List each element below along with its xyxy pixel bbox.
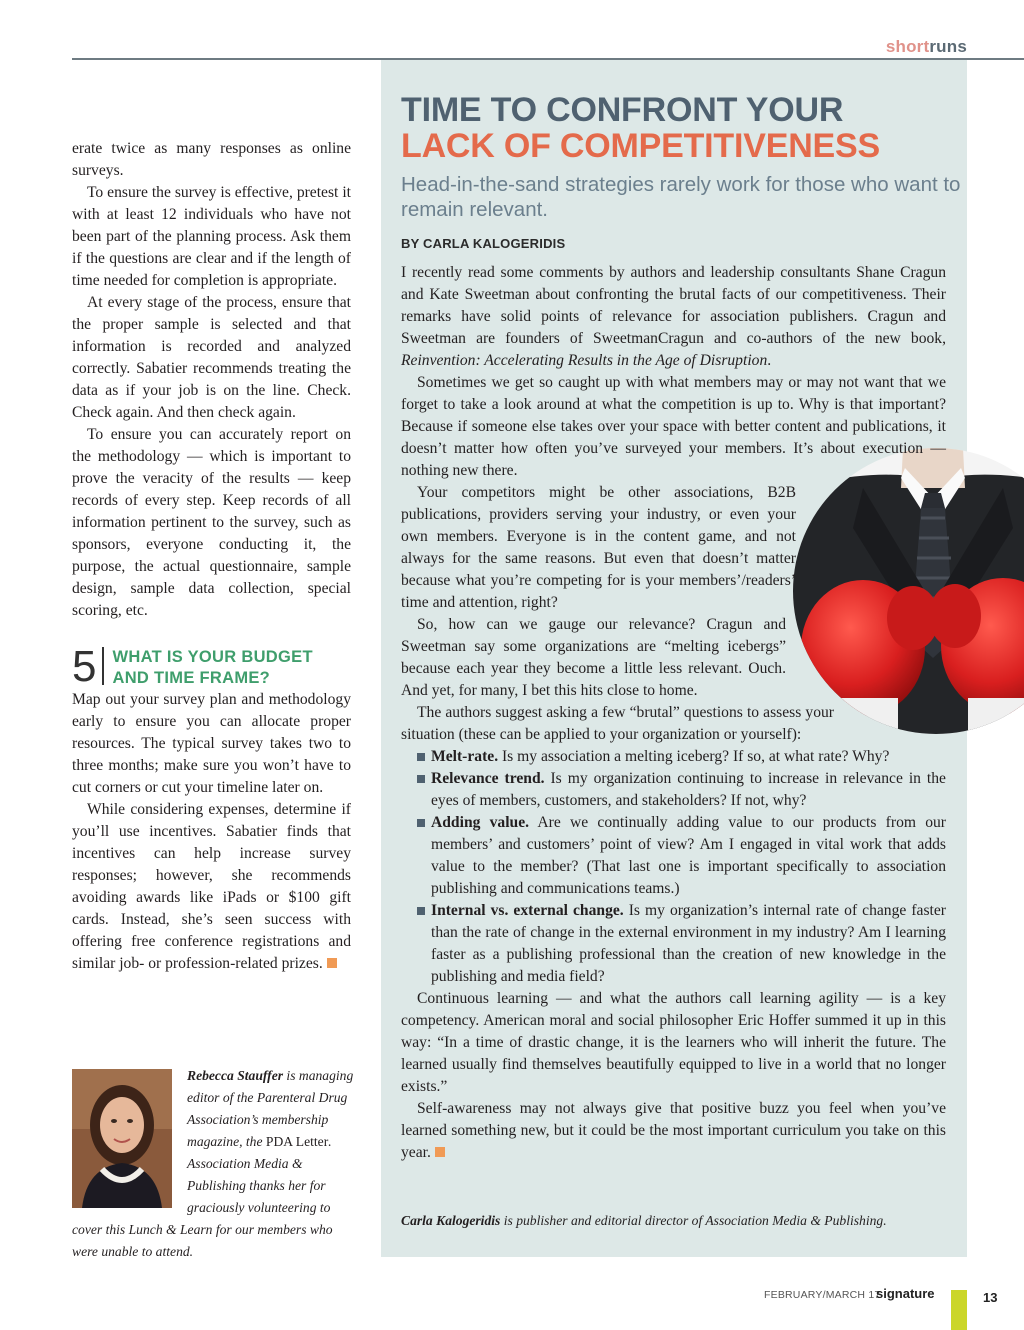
left-paragraph-3: At every stage of the process, ensure that the proper sample is selected and that information is recorded and analyzed correctly. Sabatier recommends treating the data as if your job is on the line. Check. Check again. And then check again. bbox=[72, 294, 351, 421]
left-paragraph-2: To ensure the survey is effective, pretest it with at least 12 individuals who have not been part of the planning process. Ask them if the questions are clear and if the length of time needed for completion is appropriate. bbox=[72, 184, 351, 289]
article-paragraph-2 bbox=[401, 372, 946, 482]
left-paragraph-6 bbox=[72, 799, 351, 975]
article-paragraph-2-text: Sometimes we get so caught up with what members may or may not want that we forget to take a look around at what the competition is up to. Why is that important? Because if someone else takes over your space with better content and publications, it doesn’t matter how often you’ve surveyed your members. It’s about execution — nothing new there. bbox=[401, 374, 946, 479]
footer-issue-date: FEBRUARY/MARCH 17 bbox=[764, 1289, 881, 1301]
left-paragraph-6-text: While considering expenses, determine if you’ll use incentives. Sabatier finds that incentives can help increase survey responses; however, she recommends avoiding awards like iPads or $100 gift cards. Instead, she’s seen success with offering free conference registrations and similar job- or profession-related prizes. bbox=[72, 801, 351, 972]
left-paragraph-4: To ensure you can accurately report on the methodology — which is important to prove the veracity of the results — keep records of every step. Keep records of all information pertinent to the survey, such as sponsors, everyone conducting it, the purpose, the actual questionnaire, sample design, sample data collection, special scoring, etc. bbox=[72, 426, 351, 619]
article-deck: Head-in-the-sand strategies rarely work for those who want to remain relevant. bbox=[401, 173, 961, 221]
footer-accent-bar bbox=[951, 1290, 967, 1330]
list-item bbox=[431, 900, 946, 988]
article-paragraph-7 bbox=[401, 1098, 946, 1164]
signoff-text: is publisher and editorial director of Association Media & Publishing. bbox=[500, 1213, 887, 1228]
left-column bbox=[72, 138, 351, 975]
book-title: Reinvention: Accelerating Results in the Age of Disruption bbox=[401, 352, 768, 369]
square-bullet-icon bbox=[417, 819, 425, 827]
article-paragraph-7-text: Self-awareness may not always give that positive buzz you feel when you’ve learned something new, but it could be the most important curriculum you take on this year. bbox=[401, 1100, 946, 1161]
section-tag bbox=[886, 37, 967, 57]
list-item-label: Internal vs. external change. bbox=[431, 902, 624, 919]
article-paragraph-1-end: . bbox=[767, 352, 772, 369]
article-paragraph-6: Continuous learning — and what the authors call learning agility — is a key competency. American moral and social philosopher Eric Hoffer summed it up in this way: “In a time of drastic change, it is the learners who will inherit the future. The learned usually find themselves beautifully equipped to live in a world that no longer exists.” bbox=[401, 990, 946, 1095]
step-title-line-2: AND TIME FRAME? bbox=[112, 669, 271, 687]
bio-publication: PDA Letter bbox=[265, 1134, 329, 1149]
headline-line-2: LACK OF COMPETITIVENESS bbox=[401, 127, 880, 165]
left-paragraph-5: Map out your survey plan and methodology early to ensure you can allocate proper resources. The typical survey takes two to three months; make sure you won’t have to cut corners or cut your timeline later on. bbox=[72, 691, 351, 796]
list-item-label: Adding value. bbox=[431, 814, 530, 831]
section-tag-short: short bbox=[885, 37, 930, 56]
headline-line-1: TIME TO CONFRONT YOUR bbox=[401, 91, 844, 129]
bio-text-2: . Association Media & Publishing thanks her for graciously volunteering to cover this Lunch & Learn for our members who were unable to attend. bbox=[72, 1134, 333, 1259]
page-number: 13 bbox=[983, 1290, 998, 1305]
article-byline: BY CARLA KALOGERIDIS bbox=[401, 236, 566, 251]
article-paragraph-1-text: I recently read some comments by authors and leadership consultants Shane Cragun and Kate Sweetman about confronting the brutal facts of our competitiveness. Their remarks have solid points of relevance for association publishers. Cragun and Sweetman are founders of SweetmanCragun and co-authors of the new book, bbox=[401, 264, 946, 347]
section-tag-runs: runs bbox=[929, 37, 967, 56]
end-mark-icon bbox=[327, 958, 337, 968]
step-5-heading bbox=[72, 642, 351, 691]
left-paragraph-1: erate twice as many responses as online surveys. bbox=[72, 140, 351, 179]
end-mark-icon bbox=[435, 1147, 445, 1157]
article-paragraph-5: The authors suggest asking a few “brutal” questions to assess your situation (these can be applied to your organization or yourself): bbox=[401, 704, 834, 743]
article-body bbox=[401, 262, 946, 1164]
square-bullet-icon bbox=[417, 753, 425, 761]
list-item-text: Is my association a melting iceberg? If so, at what rate? Why? bbox=[498, 748, 890, 765]
list-item-text: Is my organization continuing to increase in relevance in the eyes of members, customers, and stakeholders? If not, why? bbox=[431, 770, 946, 809]
square-bullet-icon bbox=[417, 907, 425, 915]
list-item bbox=[431, 812, 946, 900]
list-item-text: Are we continually adding value to our products from our members’ and customers’ point of view? Am I engaged in vital work that adds value to the member? (That last one is important specifically to association publishing and communications teams.) bbox=[431, 814, 946, 897]
article-paragraph-3: Your competitors might be other associations, B2B publications, providers serving your industry, or even your own members. Everyone is in the content game, and not always for the same reasons. But even that doesn’t matter because what you’re competing for is your members’/readers’ time and attention, right? bbox=[401, 484, 796, 611]
signoff-name: Carla Kalogeridis bbox=[401, 1213, 501, 1228]
list-item-text: Is my organization’s internal rate of change faster than the rate of change in the external environment in my industry? Am I learning faster as a publishing professional than the creation of new knowledge in the publishing and media field? bbox=[431, 902, 946, 985]
step-title bbox=[112, 647, 312, 689]
bio-text-1: is managing editor of the Parenteral Drug Association’s membership magazine, the bbox=[187, 1068, 354, 1149]
article-paragraph-4: So, how can we gauge our relevance? Cragun and Sweetman say some organizations are “melting icebergs” because each year they become a little less relevant. Ouch. And yet, for many, I bet this hits close to home. bbox=[401, 616, 786, 699]
step-number: 5 bbox=[72, 647, 104, 685]
article-paragraph-1 bbox=[401, 262, 946, 372]
article-signoff bbox=[401, 1213, 946, 1229]
square-bullet-icon bbox=[417, 775, 425, 783]
bio-name: Rebecca Stauffer bbox=[187, 1068, 284, 1083]
list-item-label: Melt-rate. bbox=[431, 748, 499, 765]
list-item bbox=[431, 768, 946, 812]
list-item bbox=[431, 746, 946, 768]
footer-magazine-name: signature bbox=[876, 1286, 935, 1301]
article-headline bbox=[401, 92, 961, 164]
step-title-line-1: WHAT IS YOUR BUDGET bbox=[112, 648, 313, 666]
list-item-label: Relevance trend. bbox=[431, 770, 545, 787]
author-bio bbox=[72, 1065, 356, 1263]
brutal-questions-list bbox=[401, 746, 946, 988]
